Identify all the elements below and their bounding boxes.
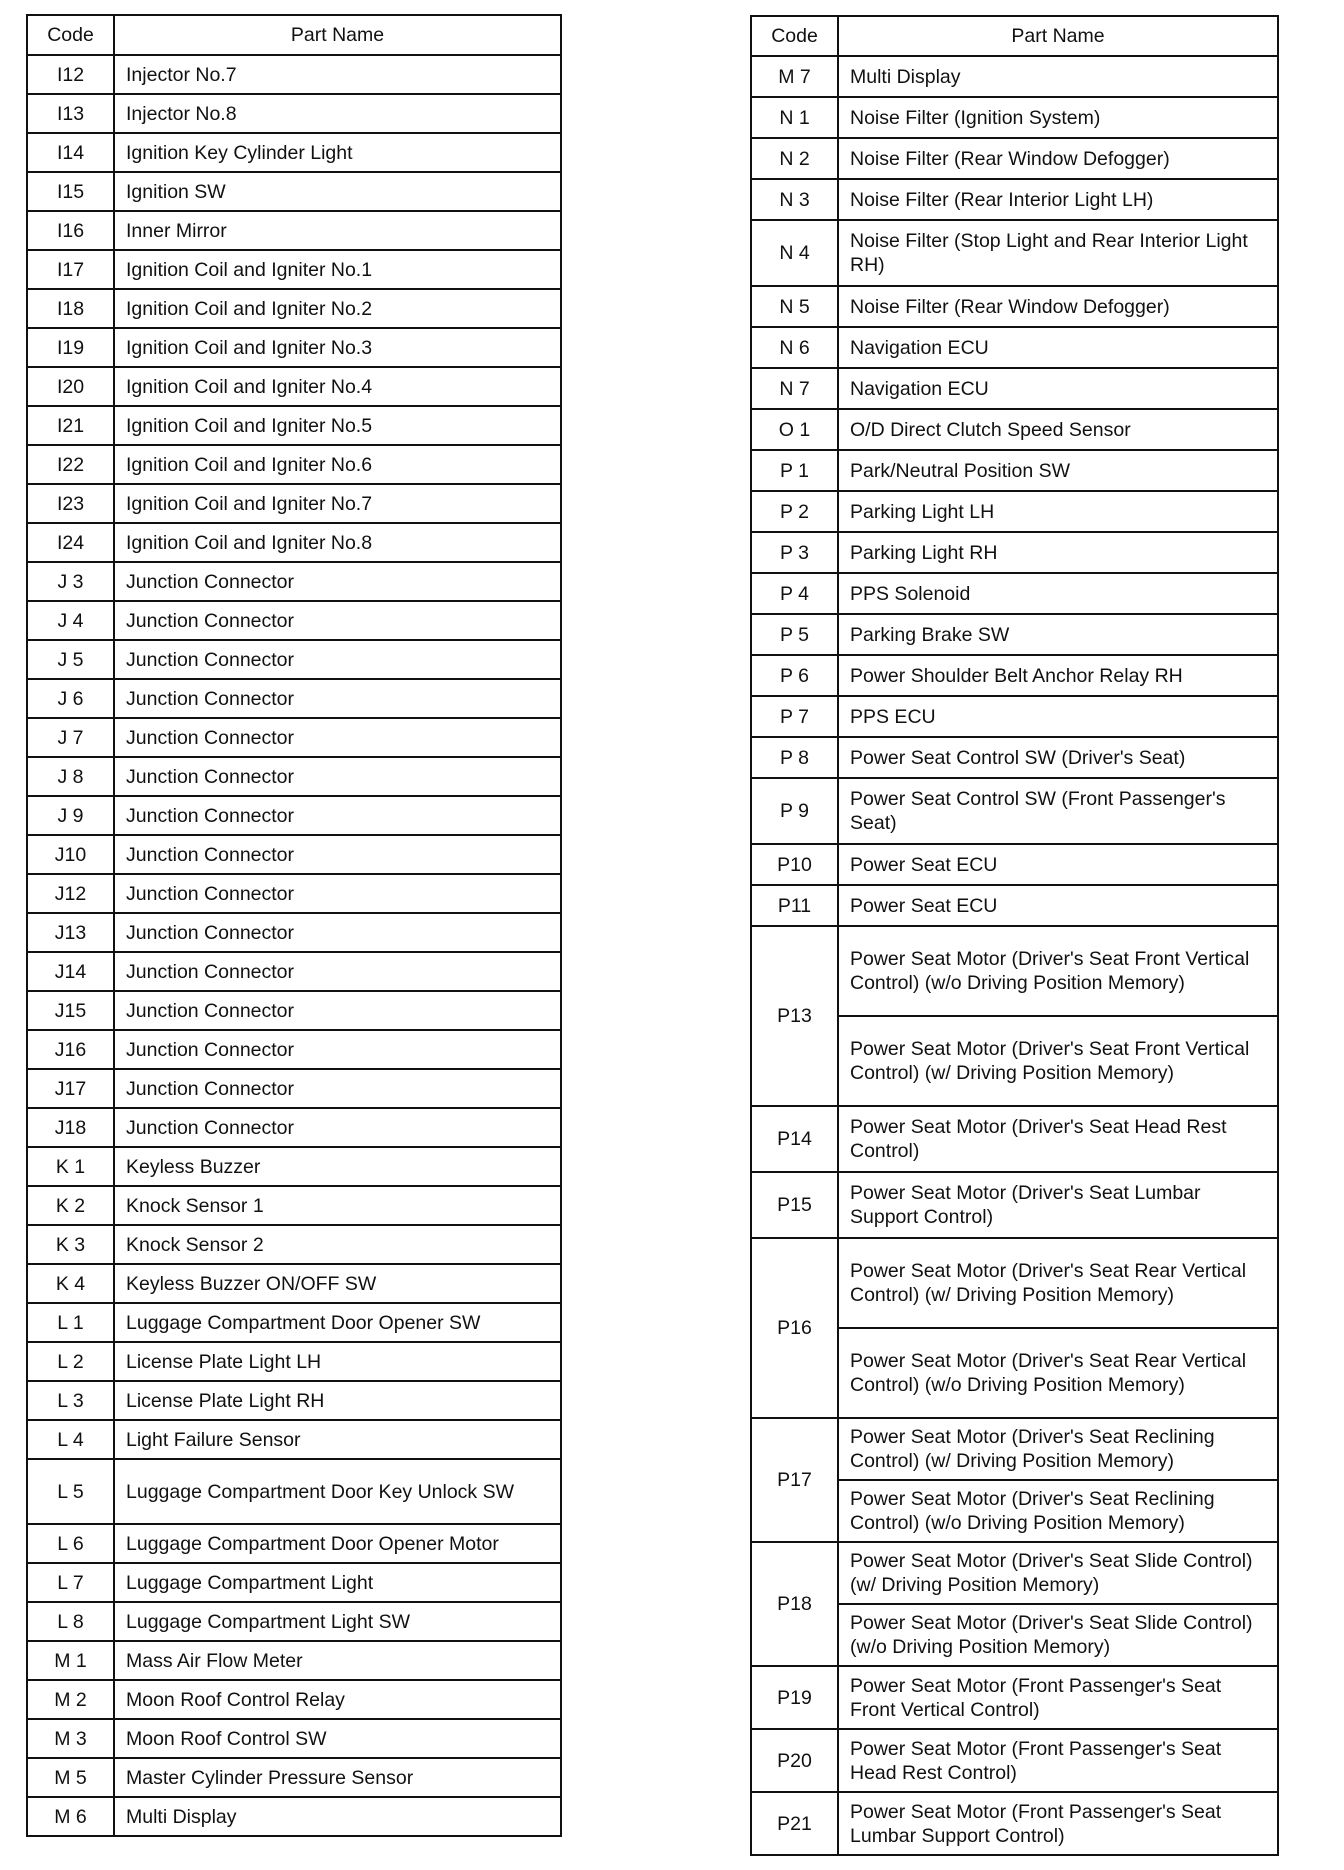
table-row bbox=[27, 952, 561, 991]
part-name: Power Seat Motor (Front Passenger's Seat Front Vertical Control) bbox=[838, 1666, 1278, 1729]
parts-table-left bbox=[26, 14, 562, 1837]
table-row bbox=[27, 640, 561, 679]
part-code: P 5 bbox=[751, 614, 838, 655]
table-row bbox=[751, 138, 1278, 179]
part-code: P21 bbox=[751, 1792, 838, 1855]
part-code: K 3 bbox=[27, 1225, 114, 1264]
part-code: I12 bbox=[27, 55, 114, 94]
part-name: Multi Display bbox=[838, 56, 1278, 97]
code-column-header: Code bbox=[751, 16, 838, 56]
table-row bbox=[751, 737, 1278, 778]
part-name: Inner Mirror bbox=[114, 211, 561, 250]
table-row bbox=[27, 913, 561, 952]
table-row bbox=[27, 1719, 561, 1758]
table-row bbox=[751, 1729, 1278, 1792]
part-code: L 5 bbox=[27, 1459, 114, 1524]
table-row bbox=[27, 1797, 561, 1836]
table-row bbox=[27, 1342, 561, 1381]
table-row bbox=[751, 696, 1278, 737]
part-code: I17 bbox=[27, 250, 114, 289]
part-name: Power Seat Motor (Driver's Seat Front Vertical Control) (w/ Driving Position Memory) bbox=[838, 1016, 1278, 1106]
part-code: P 3 bbox=[751, 532, 838, 573]
part-name: Junction Connector bbox=[114, 601, 561, 640]
part-name: Navigation ECU bbox=[838, 327, 1278, 368]
table-row bbox=[27, 211, 561, 250]
part-name: Knock Sensor 2 bbox=[114, 1225, 561, 1264]
part-name: Noise Filter (Rear Window Defogger) bbox=[838, 138, 1278, 179]
table-row bbox=[751, 532, 1278, 573]
part-code: P16 bbox=[751, 1238, 838, 1418]
part-code: M 1 bbox=[27, 1641, 114, 1680]
part-name: Ignition Coil and Igniter No.3 bbox=[114, 328, 561, 367]
part-code: I13 bbox=[27, 94, 114, 133]
header-row bbox=[751, 16, 1278, 56]
part-name: Parking Light LH bbox=[838, 491, 1278, 532]
table-row bbox=[751, 1106, 1278, 1172]
part-code: I22 bbox=[27, 445, 114, 484]
part-name: Power Seat Motor (Driver's Seat Head Rest Control) bbox=[838, 1106, 1278, 1172]
table-row bbox=[27, 1147, 561, 1186]
part-name: Junction Connector bbox=[114, 991, 561, 1030]
part-name: Junction Connector bbox=[114, 562, 561, 601]
part-code: I15 bbox=[27, 172, 114, 211]
table-row bbox=[27, 406, 561, 445]
part-code: P11 bbox=[751, 885, 838, 926]
part-code: J17 bbox=[27, 1069, 114, 1108]
part-code: J 5 bbox=[27, 640, 114, 679]
part-code: J 7 bbox=[27, 718, 114, 757]
part-code: I20 bbox=[27, 367, 114, 406]
part-code: P10 bbox=[751, 844, 838, 885]
part-code: P13 bbox=[751, 926, 838, 1106]
table-row bbox=[751, 614, 1278, 655]
part-name: PPS Solenoid bbox=[838, 573, 1278, 614]
part-code: M 5 bbox=[27, 1758, 114, 1797]
part-code: L 6 bbox=[27, 1524, 114, 1563]
table-row bbox=[27, 835, 561, 874]
part-name-column-header: Part Name bbox=[114, 15, 561, 55]
table-row bbox=[751, 655, 1278, 696]
part-name: Junction Connector bbox=[114, 1108, 561, 1147]
part-name: Luggage Compartment Door Opener SW bbox=[114, 1303, 561, 1342]
part-name: Mass Air Flow Meter bbox=[114, 1641, 561, 1680]
part-name: Moon Roof Control SW bbox=[114, 1719, 561, 1758]
table-row bbox=[27, 796, 561, 835]
part-name: Junction Connector bbox=[114, 679, 561, 718]
part-code: P 1 bbox=[751, 450, 838, 491]
part-name: Power Seat Motor (Driver's Seat Rear Vertical Control) (w/ Driving Position Memory) bbox=[838, 1238, 1278, 1328]
part-code: N 1 bbox=[751, 97, 838, 138]
part-code: N 3 bbox=[751, 179, 838, 220]
table-row bbox=[751, 368, 1278, 409]
part-code: P 7 bbox=[751, 696, 838, 737]
part-code: P20 bbox=[751, 1729, 838, 1792]
part-code: K 1 bbox=[27, 1147, 114, 1186]
part-code: N 4 bbox=[751, 220, 838, 286]
part-code: J 3 bbox=[27, 562, 114, 601]
part-code: P 9 bbox=[751, 778, 838, 844]
part-name: PPS ECU bbox=[838, 696, 1278, 737]
part-code: J16 bbox=[27, 1030, 114, 1069]
table-row bbox=[751, 286, 1278, 327]
part-code: L 3 bbox=[27, 1381, 114, 1420]
part-name: Park/Neutral Position SW bbox=[838, 450, 1278, 491]
table-row bbox=[27, 367, 561, 406]
part-code: J14 bbox=[27, 952, 114, 991]
part-name: Knock Sensor 1 bbox=[114, 1186, 561, 1225]
table-row bbox=[27, 679, 561, 718]
table-row bbox=[27, 562, 561, 601]
table-row bbox=[27, 172, 561, 211]
part-name: Junction Connector bbox=[114, 1069, 561, 1108]
table-row bbox=[751, 1542, 1278, 1604]
part-name: Ignition Coil and Igniter No.6 bbox=[114, 445, 561, 484]
part-name: Injector No.8 bbox=[114, 94, 561, 133]
code-column-header: Code bbox=[27, 15, 114, 55]
table-row bbox=[751, 56, 1278, 97]
part-code: P15 bbox=[751, 1172, 838, 1238]
table-row bbox=[27, 55, 561, 94]
table-row bbox=[751, 491, 1278, 532]
part-code: K 2 bbox=[27, 1186, 114, 1225]
part-name: Master Cylinder Pressure Sensor bbox=[114, 1758, 561, 1797]
table-row bbox=[27, 1108, 561, 1147]
part-code: N 7 bbox=[751, 368, 838, 409]
part-name: Junction Connector bbox=[114, 952, 561, 991]
part-name: Ignition SW bbox=[114, 172, 561, 211]
part-code: K 4 bbox=[27, 1264, 114, 1303]
part-name: Power Shoulder Belt Anchor Relay RH bbox=[838, 655, 1278, 696]
table-row bbox=[27, 328, 561, 367]
table-row bbox=[27, 1602, 561, 1641]
part-name: Junction Connector bbox=[114, 913, 561, 952]
part-name: License Plate Light RH bbox=[114, 1381, 561, 1420]
table-row bbox=[27, 289, 561, 328]
table-row bbox=[27, 133, 561, 172]
part-code: J 6 bbox=[27, 679, 114, 718]
part-name: Power Seat Motor (Driver's Seat Lumbar Support Control) bbox=[838, 1172, 1278, 1238]
table-row bbox=[27, 1680, 561, 1719]
table-row bbox=[27, 250, 561, 289]
part-name: Junction Connector bbox=[114, 874, 561, 913]
table-row bbox=[27, 1641, 561, 1680]
part-code: P 8 bbox=[751, 737, 838, 778]
part-name: Luggage Compartment Door Key Unlock SW bbox=[114, 1459, 561, 1524]
part-name: Noise Filter (Rear Window Defogger) bbox=[838, 286, 1278, 327]
table-row bbox=[27, 718, 561, 757]
table-row bbox=[27, 601, 561, 640]
part-name: Noise Filter (Rear Interior Light LH) bbox=[838, 179, 1278, 220]
part-code: J18 bbox=[27, 1108, 114, 1147]
part-name-column-header: Part Name bbox=[838, 16, 1278, 56]
part-code: N 6 bbox=[751, 327, 838, 368]
table-row bbox=[27, 1563, 561, 1602]
part-name: Keyless Buzzer ON/OFF SW bbox=[114, 1264, 561, 1303]
table-row bbox=[751, 179, 1278, 220]
part-name: Ignition Coil and Igniter No.7 bbox=[114, 484, 561, 523]
table-row bbox=[27, 484, 561, 523]
part-code: L 1 bbox=[27, 1303, 114, 1342]
part-code: P 2 bbox=[751, 491, 838, 532]
part-name: O/D Direct Clutch Speed Sensor bbox=[838, 409, 1278, 450]
part-code: I19 bbox=[27, 328, 114, 367]
part-code: J15 bbox=[27, 991, 114, 1030]
part-name: Junction Connector bbox=[114, 757, 561, 796]
part-code: O 1 bbox=[751, 409, 838, 450]
part-name: Parking Brake SW bbox=[838, 614, 1278, 655]
part-name: Power Seat Motor (Driver's Seat Reclining Control) (w/o Driving Position Memory) bbox=[838, 1480, 1278, 1542]
table-row bbox=[27, 991, 561, 1030]
part-name: Power Seat Motor (Front Passenger's Seat Lumbar Support Control) bbox=[838, 1792, 1278, 1855]
part-name: License Plate Light LH bbox=[114, 1342, 561, 1381]
part-code: M 7 bbox=[751, 56, 838, 97]
part-code: I23 bbox=[27, 484, 114, 523]
part-code: J10 bbox=[27, 835, 114, 874]
table-row bbox=[751, 1666, 1278, 1729]
table-row bbox=[27, 1459, 561, 1524]
part-name: Junction Connector bbox=[114, 835, 561, 874]
header-row bbox=[27, 15, 561, 55]
part-name: Power Seat Motor (Front Passenger's Seat Head Rest Control) bbox=[838, 1729, 1278, 1792]
table-row bbox=[751, 926, 1278, 1016]
table-row bbox=[27, 94, 561, 133]
table-row bbox=[751, 450, 1278, 491]
part-code: J13 bbox=[27, 913, 114, 952]
part-name: Moon Roof Control Relay bbox=[114, 1680, 561, 1719]
table-row bbox=[751, 885, 1278, 926]
part-name: Power Seat Control SW (Driver's Seat) bbox=[838, 737, 1278, 778]
part-code: J 8 bbox=[27, 757, 114, 796]
part-name: Power Seat Motor (Driver's Seat Rear Vertical Control) (w/o Driving Position Memory) bbox=[838, 1328, 1278, 1418]
part-name: Ignition Key Cylinder Light bbox=[114, 133, 561, 172]
part-code: L 2 bbox=[27, 1342, 114, 1381]
part-name: Multi Display bbox=[114, 1797, 561, 1836]
part-code: I24 bbox=[27, 523, 114, 562]
part-code: L 7 bbox=[27, 1563, 114, 1602]
part-name: Luggage Compartment Light bbox=[114, 1563, 561, 1602]
part-code: J 9 bbox=[27, 796, 114, 835]
part-code: L 8 bbox=[27, 1602, 114, 1641]
part-name: Power Seat Motor (Driver's Seat Reclining Control) (w/ Driving Position Memory) bbox=[838, 1418, 1278, 1480]
parts-table-right bbox=[750, 15, 1279, 1856]
table-row bbox=[751, 573, 1278, 614]
table-row bbox=[27, 1069, 561, 1108]
part-name: Luggage Compartment Door Opener Motor bbox=[114, 1524, 561, 1563]
part-code: P17 bbox=[751, 1418, 838, 1542]
part-name: Parking Light RH bbox=[838, 532, 1278, 573]
part-name: Power Seat Control SW (Front Passenger's Seat) bbox=[838, 778, 1278, 844]
table-row bbox=[751, 220, 1278, 286]
part-name: Ignition Coil and Igniter No.1 bbox=[114, 250, 561, 289]
part-code: J 4 bbox=[27, 601, 114, 640]
part-name: Ignition Coil and Igniter No.8 bbox=[114, 523, 561, 562]
part-code: P14 bbox=[751, 1106, 838, 1172]
part-code: M 2 bbox=[27, 1680, 114, 1719]
part-code: I18 bbox=[27, 289, 114, 328]
part-code: P18 bbox=[751, 1542, 838, 1666]
table-row bbox=[27, 757, 561, 796]
part-name: Power Seat ECU bbox=[838, 844, 1278, 885]
table-row bbox=[27, 1381, 561, 1420]
table-row bbox=[751, 1792, 1278, 1855]
table-row bbox=[751, 1418, 1278, 1480]
part-code: I14 bbox=[27, 133, 114, 172]
table-row bbox=[27, 1420, 561, 1459]
table-row bbox=[27, 523, 561, 562]
part-name: Ignition Coil and Igniter No.5 bbox=[114, 406, 561, 445]
part-code: I16 bbox=[27, 211, 114, 250]
table-row bbox=[27, 1225, 561, 1264]
part-name: Ignition Coil and Igniter No.2 bbox=[114, 289, 561, 328]
part-code: P 6 bbox=[751, 655, 838, 696]
table-row bbox=[27, 1264, 561, 1303]
part-code: P 4 bbox=[751, 573, 838, 614]
part-name: Power Seat Motor (Driver's Seat Slide Control) (w/ Driving Position Memory) bbox=[838, 1542, 1278, 1604]
part-code: I21 bbox=[27, 406, 114, 445]
part-name: Power Seat Motor (Driver's Seat Slide Control) (w/o Driving Position Memory) bbox=[838, 1604, 1278, 1666]
table-row bbox=[751, 409, 1278, 450]
part-name: Noise Filter (Ignition System) bbox=[838, 97, 1278, 138]
table-row bbox=[751, 97, 1278, 138]
part-name: Keyless Buzzer bbox=[114, 1147, 561, 1186]
part-name: Junction Connector bbox=[114, 718, 561, 757]
part-code: M 6 bbox=[27, 1797, 114, 1836]
table-row bbox=[751, 844, 1278, 885]
table-row bbox=[751, 778, 1278, 844]
part-name: Light Failure Sensor bbox=[114, 1420, 561, 1459]
table-row bbox=[27, 1758, 561, 1797]
table-row bbox=[751, 1172, 1278, 1238]
part-code: L 4 bbox=[27, 1420, 114, 1459]
table-row bbox=[27, 1524, 561, 1563]
table-row bbox=[751, 1238, 1278, 1328]
part-name: Ignition Coil and Igniter No.4 bbox=[114, 367, 561, 406]
part-code: M 3 bbox=[27, 1719, 114, 1758]
part-name: Navigation ECU bbox=[838, 368, 1278, 409]
part-name: Injector No.7 bbox=[114, 55, 561, 94]
part-code: N 2 bbox=[751, 138, 838, 179]
part-name: Junction Connector bbox=[114, 796, 561, 835]
table-row bbox=[27, 445, 561, 484]
table-row bbox=[751, 327, 1278, 368]
table-row bbox=[27, 1303, 561, 1342]
part-name: Power Seat Motor (Driver's Seat Front Vertical Control) (w/o Driving Position Memory) bbox=[838, 926, 1278, 1016]
part-name: Junction Connector bbox=[114, 640, 561, 679]
table-row bbox=[27, 1030, 561, 1069]
table-row bbox=[27, 874, 561, 913]
part-name: Junction Connector bbox=[114, 1030, 561, 1069]
part-name: Luggage Compartment Light SW bbox=[114, 1602, 561, 1641]
part-code: P19 bbox=[751, 1666, 838, 1729]
table-row bbox=[27, 1186, 561, 1225]
part-name: Power Seat ECU bbox=[838, 885, 1278, 926]
part-code: N 5 bbox=[751, 286, 838, 327]
part-code: J12 bbox=[27, 874, 114, 913]
part-name: Noise Filter (Stop Light and Rear Interior Light RH) bbox=[838, 220, 1278, 286]
